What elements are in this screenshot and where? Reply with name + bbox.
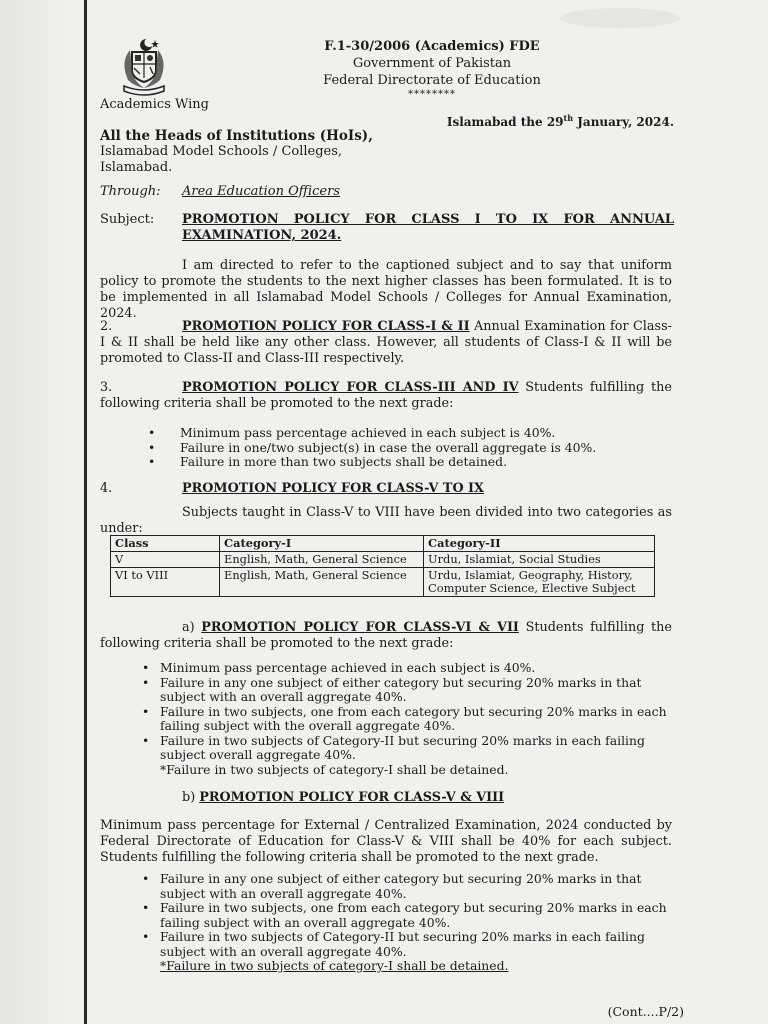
section-3-criteria [148,426,668,470]
column-header: Class [111,536,220,552]
section-4b-criteria [142,872,668,974]
bullet-icon: • [148,439,156,455]
list-item: • Failure in two subjects, one from each category but securing 20% marks in each failing subject with an overall aggregate 40%. [142,900,667,930]
table-cell: VI to VIII [111,568,220,597]
binding-edge [84,0,87,1024]
recipient-line-2: Islamabad. [100,160,173,175]
section-2 [100,319,672,367]
table-cell: Urdu, Islamiat, Geography, History, Computer Science, Elective Subject [424,568,655,597]
bullet-icon: • [142,900,150,915]
list-item: • Failure in any one subject of either category but securing 20% marks in that subject with an overall aggregate 40%. [142,871,642,901]
bullet-icon: • [142,660,150,675]
failure-note: *Failure in two subjects of category-I shall be detained. [160,958,509,973]
recipient-address [100,128,373,176]
date-prefix: Islamabad the 29 [446,115,564,129]
letter-date [447,113,674,129]
list-item: • Failure in two subjects of Category-II but securing 20% marks in each failing subject overall aggregate 40%. [142,732,645,762]
list-item: • Failure in any one subject of either category but securing 20% marks in that subject with an overall aggregate 40%. [142,674,642,704]
section-4-number: 4. [100,481,113,496]
subject-value: PROMOTION POLICY FOR CLASS I TO IX FOR ANNUAL EXAMINATION, 2024. [182,212,674,243]
section-4a-text: Students fulfilling the following criteria shall be promoted to the next grade: [100,620,672,651]
government-name: Government of Pakistan [352,56,512,71]
table-cell: English, Math, General Science [220,568,424,597]
table-row [111,568,655,597]
section-3-number: 3. [100,380,113,395]
list-item: • Failure in one/two subject(s) in case the overall aggregate is 40%. [148,439,597,455]
letter-header [100,38,674,100]
table-row [111,552,655,568]
subject-categories-table [110,535,655,597]
intro-paragraph [100,258,672,322]
subject-label: Subject: [100,212,155,227]
header-stars: ******** [408,89,456,100]
failure-note: *Failure in two subjects of category-I shall be detained. [160,761,509,777]
list-item: • Minimum pass percentage achieved in each subject is 40%. [148,425,556,440]
section-2-number: 2. [100,319,113,334]
date-month-year: January, 2024. [573,115,674,129]
section-4a [100,620,672,652]
section-3 [100,380,672,412]
table-cell: V [111,552,220,568]
through-label: Through: [100,184,161,199]
bullet-icon: • [148,454,156,469]
date-suffix-sup: th [563,113,574,123]
section-4-heading-line [100,481,672,497]
page-margin [0,0,82,1024]
intro-text: I am directed to refer to the captioned subject and to say that uniform policy to promote the students to the next higher classes has been formulated. It is to be implemented in all Islamabad Model Schools / Colleges for Annual Examination, 2024. [100,258,672,321]
section-3-heading: PROMOTION POLICY FOR CLASS-III AND IV [182,380,519,395]
bullet-icon: • [142,674,150,690]
section-2-heading: PROMOTION POLICY FOR CLASS-I & II [182,319,470,334]
table-cell: English, Math, General Science [220,552,424,568]
list-item: • Failure in two subjects, one from each category but securing 20% marks in each failing subject with the overall aggregate 40%. [142,703,667,733]
table-header-row [111,536,655,552]
reference-number: F.1-30/2006 (Academics) FDE [324,39,540,54]
continuation-marker: (Cont....P/2) [607,1004,684,1019]
section-2-text: Annual Examination for Class-I & II shall be held like any other class. However, all students of Class-I & II will be promoted to Class-II and Class-III respectively. [100,319,672,366]
bullet-icon: • [142,871,150,886]
wing-label: Academics Wing [100,97,209,112]
list-item: • Failure in more than two subjects shall be detained. [148,454,508,469]
bullet-icon: • [142,929,150,944]
through-line [100,184,340,199]
letter-document [100,0,684,1024]
section-3-text: Students fulfilling the following criteria shall be promoted to the next grade: [100,380,672,411]
column-header: Category-I [220,536,424,552]
directorate-name: Federal Directorate of Education [323,73,541,88]
bullet-icon: • [142,703,150,719]
section-4a-heading: PROMOTION POLICY FOR CLASS-VI & VII [201,620,519,635]
section-4a-criteria [142,661,668,777]
table-cell: Urdu, Islamiat, Social Studies [424,552,655,568]
section-4b-text: Minimum pass percentage for External / Centralized Examination, 2024 conducted by Federal Directorate of Education for Class-V & VIII shall be 40% for each subject. Students fulfilling the following criteria shall be promoted to the next grade. [100,818,672,865]
section-4b-heading: PROMOTION POLICY FOR CLASS-V & VIII [199,790,505,805]
section-4a-prefix: a) [182,620,202,635]
section-4-heading: PROMOTION POLICY FOR CLASS-V TO IX [182,481,484,496]
column-header: Category-II [424,536,655,552]
section-4b-prefix: b) [182,790,200,805]
through-value: Area Education Officers [182,184,340,199]
recipient-title: All the Heads of Institutions (HoIs), [100,128,373,144]
bullet-icon: • [148,425,156,440]
recipient-line-1: Islamabad Model Schools / Colleges, [100,144,343,159]
list-item: • Minimum pass percentage achieved in each subject is 40%. [142,660,536,675]
list-item: • Failure in two subjects of Category-II but securing 20% marks in each failing subject with an overall aggregate 40%. [142,929,645,959]
scan-smudge [560,8,680,28]
section-4-text: Subjects taught in Class-V to VIII have been divided into two categories as under: [100,505,672,536]
bullet-icon: • [142,732,150,748]
section-4b-heading-line [100,790,672,806]
